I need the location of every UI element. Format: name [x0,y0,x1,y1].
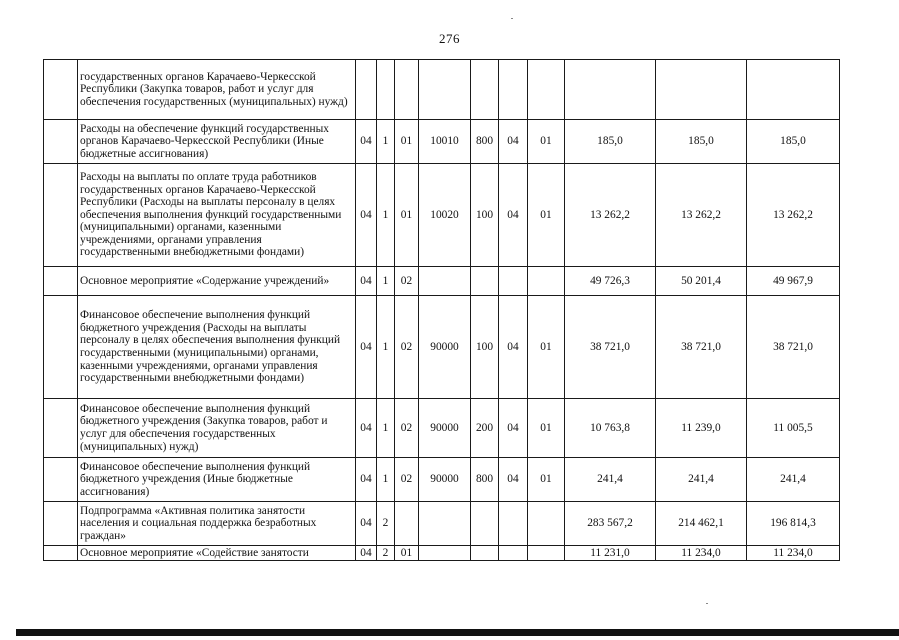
code-cell: 04 [499,164,528,267]
code-cell: 04 [499,399,528,458]
scan-speck [706,603,708,604]
code-cell: 02 [395,399,419,458]
amount-cell: 283 567,2 [565,502,656,546]
expense-name: Финансовое обеспечение выполнения функций бюджетного учреждения (Расходы на выплаты персоналу в целях обеспечения выполнения функций государственными (муниципальными) органами, казенными учреждениями, органами управления государственными внебюджетными фондами) [78,296,356,399]
code-cell [528,502,565,546]
code-cell: 01 [528,399,565,458]
code-cell: 04 [499,458,528,502]
amount-cell: 214 462,1 [656,502,747,546]
amount-cell: 11 231,0 [565,546,656,561]
code-cell [471,60,499,120]
amount-cell: 185,0 [565,120,656,164]
code-cell: 10010 [419,120,471,164]
amount-cell: 38 721,0 [656,296,747,399]
code-cell [356,60,377,120]
expense-name: Финансовое обеспечение выполнения функций бюджетного учреждения (Иные бюджетные ассигнования) [78,458,356,502]
code-cell: 04 [356,164,377,267]
table-row [44,60,840,120]
amount-cell: 13 262,2 [565,164,656,267]
amount-cell [747,60,840,120]
empty-cell [44,164,78,267]
empty-cell [44,546,78,561]
expense-name: Расходы на выплаты по оплате труда работников государственных органов Карачаево-Черкесской Республики (Расходы на выплаты персоналу в целях обеспечения выполнения функций государственными (муниципальными) органами, казенными учреждениями, органами управления государственными внебюджетными фондами) [78,164,356,267]
code-cell: 1 [377,120,395,164]
code-cell: 02 [395,458,419,502]
code-cell [499,546,528,561]
code-cell [528,546,565,561]
code-cell: 04 [356,399,377,458]
code-cell: 800 [471,120,499,164]
code-cell: 200 [471,399,499,458]
code-cell: 04 [356,458,377,502]
amount-cell: 241,4 [656,458,747,502]
code-cell: 100 [471,164,499,267]
code-cell: 1 [377,296,395,399]
expense-name: Подпрограмма «Активная политика занятости населения и социальная поддержка безработных граждан» [78,502,356,546]
code-cell: 04 [356,502,377,546]
code-cell: 01 [395,164,419,267]
amount-cell: 13 262,2 [656,164,747,267]
code-cell [377,60,395,120]
code-cell: 90000 [419,399,471,458]
code-cell: 800 [471,458,499,502]
code-cell: 04 [499,296,528,399]
empty-cell [44,120,78,164]
amount-cell: 10 763,8 [565,399,656,458]
code-cell [499,267,528,296]
code-cell: 1 [377,267,395,296]
code-cell [471,546,499,561]
expense-name: Финансовое обеспечение выполнения функций бюджетного учреждения (Закупка товаров, работ и услуг для обеспечения государственных (муниципальных) нужд) [78,399,356,458]
empty-cell [44,60,78,120]
empty-cell [44,267,78,296]
expense-name: Основное мероприятие «Содействие занятости [78,546,356,561]
code-cell: 01 [528,120,565,164]
empty-cell [44,296,78,399]
code-cell: 1 [377,458,395,502]
amount-cell: 38 721,0 [565,296,656,399]
table-row [44,502,840,546]
code-cell: 10020 [419,164,471,267]
code-cell [419,60,471,120]
amount-cell: 11 234,0 [747,546,840,561]
amount-cell: 241,4 [747,458,840,502]
code-cell [471,267,499,296]
amount-cell: 11 234,0 [656,546,747,561]
code-cell: 90000 [419,458,471,502]
page-number: 276 [439,31,460,46]
empty-cell [44,458,78,502]
code-cell: 100 [471,296,499,399]
code-cell: 04 [356,546,377,561]
expense-name: Основное мероприятие «Содержание учреждений» [78,267,356,296]
code-cell: 90000 [419,296,471,399]
code-cell: 04 [356,296,377,399]
table-row [44,164,840,267]
amount-cell: 241,4 [565,458,656,502]
table-row [44,399,840,458]
code-cell [395,60,419,120]
code-cell [528,60,565,120]
code-cell [528,267,565,296]
expense-name: Расходы на обеспечение функций государственных органов Карачаево-Черкесской Республики (Иные бюджетные ассигнования) [78,120,356,164]
table-row [44,120,840,164]
scan-edge-bar [16,629,899,636]
code-cell: 1 [377,399,395,458]
table-row [44,267,840,296]
code-cell: 01 [395,120,419,164]
code-cell: 02 [395,267,419,296]
table-row [44,458,840,502]
code-cell: 04 [356,267,377,296]
table-row [44,296,840,399]
code-cell [499,502,528,546]
code-cell [419,546,471,561]
amount-cell: 49 967,9 [747,267,840,296]
amount-cell [565,60,656,120]
amount-cell [656,60,747,120]
code-cell [471,502,499,546]
code-cell: 2 [377,546,395,561]
code-cell [419,502,471,546]
budget-table [43,59,840,561]
code-cell [395,502,419,546]
amount-cell: 38 721,0 [747,296,840,399]
scan-speck [511,18,513,19]
code-cell: 04 [499,120,528,164]
amount-cell: 185,0 [747,120,840,164]
code-cell: 1 [377,164,395,267]
expense-name: государственных органов Карачаево-Черкесской Республики (Закупка товаров, работ и услуг для обеспечения государственных (муниципальных) нужд) [78,60,356,120]
code-cell: 02 [395,296,419,399]
amount-cell: 11 239,0 [656,399,747,458]
empty-cell [44,399,78,458]
code-cell: 01 [395,546,419,561]
amount-cell: 49 726,3 [565,267,656,296]
code-cell: 01 [528,296,565,399]
code-cell [419,267,471,296]
amount-cell: 185,0 [656,120,747,164]
amount-cell: 11 005,5 [747,399,840,458]
code-cell: 01 [528,164,565,267]
amount-cell: 50 201,4 [656,267,747,296]
code-cell: 04 [356,120,377,164]
empty-cell [44,502,78,546]
amount-cell: 13 262,2 [747,164,840,267]
table-row [44,546,840,561]
code-cell [499,60,528,120]
amount-cell: 196 814,3 [747,502,840,546]
code-cell: 2 [377,502,395,546]
code-cell: 01 [528,458,565,502]
